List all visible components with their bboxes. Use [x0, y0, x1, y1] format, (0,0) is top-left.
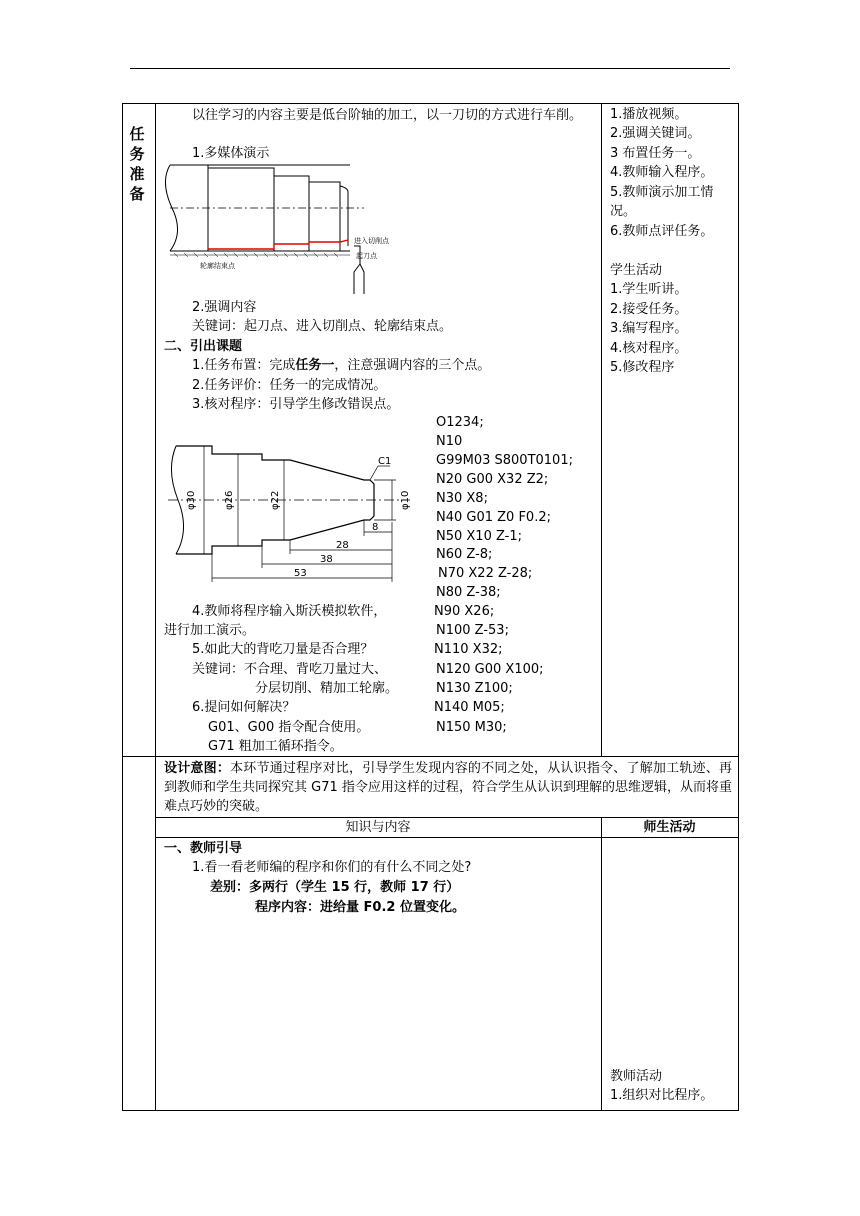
activity-item: 4.教师输入程序。 — [610, 165, 714, 180]
dim-d22: φ22 — [270, 490, 281, 510]
shaft-figure-1 — [164, 162, 404, 294]
dim-53: 53 — [294, 568, 307, 579]
design-intent — [164, 759, 732, 816]
activity-item: 5.修改程序 — [610, 360, 675, 375]
compare-question: 1.看一看老师编的程序和你们的有什么不同之处? — [192, 860, 472, 875]
design-intent-text: 本环节通过程序对比，引导学生发现内容的不同之处，从认识指令、了解加工轨迹、再到教师和学生共同探究其 G71 指令应用这样的过程，符合学生从认识到理解的思维逻辑，从而将重难点巧妙的突破。 — [164, 761, 732, 814]
program-line: N60 Z-8; — [436, 547, 493, 562]
activity-item: 况。 — [610, 204, 637, 219]
program-line: N150 M30; — [436, 720, 507, 735]
check-program: 3.核对程序：引导学生修改错误点。 — [192, 397, 400, 412]
dim-38: 38 — [320, 554, 333, 565]
keywords-1: 关键词：起刀点、进入切削点、轮廓结束点。 — [192, 319, 453, 334]
contour-end-label: 轮廓结束点 — [200, 262, 235, 270]
task-eval: 2.任务评价：任务一的完成情况。 — [192, 378, 387, 393]
keywords-2b: 分层切削、精加工轮廓。 — [255, 681, 399, 696]
tool-start-label: 起刀点 — [356, 252, 377, 260]
dim-d10: φ10 — [400, 490, 411, 510]
dim-28: 28 — [336, 540, 349, 551]
header-content: 知识与内容 — [345, 820, 411, 835]
activity-item: 1.播放视频。 — [610, 107, 688, 122]
activity-item: 5.教师演示加工情 — [610, 185, 714, 200]
item-input-software: 4.教师将程序输入斯沃模拟软件， — [192, 604, 387, 619]
item-how-solve: 6.提问如何解决？ — [192, 700, 296, 715]
task-assign — [192, 356, 490, 375]
teacher-activity-item: 1.组织对比程序。 — [610, 1088, 714, 1103]
task-assign-post: ，注意强调内容的三个点。 — [334, 358, 491, 373]
activity-item: 1.学生听讲。 — [610, 282, 688, 297]
keywords-2a: 关键词：不合理、背吃刀量过大、 — [192, 662, 388, 677]
program-line: N140 M05; — [434, 700, 505, 715]
program-line: N130 Z100; — [436, 681, 513, 696]
activity-item: 3 布置任务一。 — [610, 146, 701, 161]
intro-text: 以往学习的内容主要是低台阶轴的加工，以一刀切的方式进行车削。 — [192, 108, 583, 123]
dim-c1: C1 — [378, 456, 392, 467]
program-line: O1234; — [436, 415, 484, 430]
item-multimedia: 1.多媒体演示 — [192, 146, 270, 161]
program-line: N70 X22 Z-28; — [438, 566, 533, 581]
task-assign-pre: 1.任务布置：完成 — [192, 358, 296, 373]
activity-item: 2.强调关键词。 — [610, 126, 701, 141]
program-line: N10 — [436, 434, 463, 449]
row-label: 任务准备 — [129, 125, 145, 203]
program-line: N120 G00 X100; — [436, 662, 544, 677]
difference-text: 差别：多两行（学生 15 行，教师 17 行） — [210, 880, 460, 895]
heading-introduce: 二、引出课题 — [164, 339, 243, 354]
entry-point-label: 进入切削点 — [354, 237, 389, 245]
activity-item: 6.教师点评任务。 — [610, 224, 714, 239]
item-input-software-2: 进行加工演示。 — [164, 623, 256, 638]
activity-item: 3.编写程序。 — [610, 321, 688, 336]
student-activity-title: 学生活动 — [610, 263, 663, 278]
program-line: N110 X32; — [434, 642, 503, 657]
dim-d26: φ26 — [224, 490, 235, 510]
header-rule — [130, 68, 730, 69]
dim-8: 8 — [372, 522, 379, 533]
dim-d30: φ30 — [186, 490, 197, 510]
program-line: N100 Z-53; — [436, 623, 509, 638]
shaft-figure-2 — [164, 440, 420, 586]
teacher-activity-title: 教师活动 — [610, 1069, 663, 1084]
activity-item: 4.核对程序。 — [610, 341, 688, 356]
heading-teacher-guide: 一、教师引导 — [164, 841, 243, 856]
program-line: N90 X26; — [434, 604, 495, 619]
task-assign-bold: 任务一 — [295, 358, 335, 373]
activity-item: 2.接受任务。 — [610, 302, 688, 317]
header-activity: 师生活动 — [643, 820, 696, 835]
program-line: G99M03 S800T0101; — [436, 453, 573, 468]
program-line: N80 Z-38; — [436, 585, 501, 600]
program-content-text: 程序内容：进给量 F0.2 位置变化。 — [255, 900, 465, 915]
program-line: N30 X8; — [436, 491, 488, 506]
design-intent-label: 设计意图： — [164, 761, 231, 776]
program-line: N20 G00 X32 Z2; — [436, 472, 549, 487]
item-emphasis: 2.强调内容 — [192, 300, 257, 315]
solution-1: G01、G00 指令配合使用。 — [208, 720, 370, 735]
solution-2: G71 粗加工循环指令。 — [208, 739, 343, 754]
item-depth-question: 5.如此大的背吃刀量是否合理？ — [192, 642, 374, 657]
program-line: N50 X10 Z-1; — [436, 529, 522, 544]
program-line: N40 G01 Z0 F0.2; — [436, 510, 551, 525]
